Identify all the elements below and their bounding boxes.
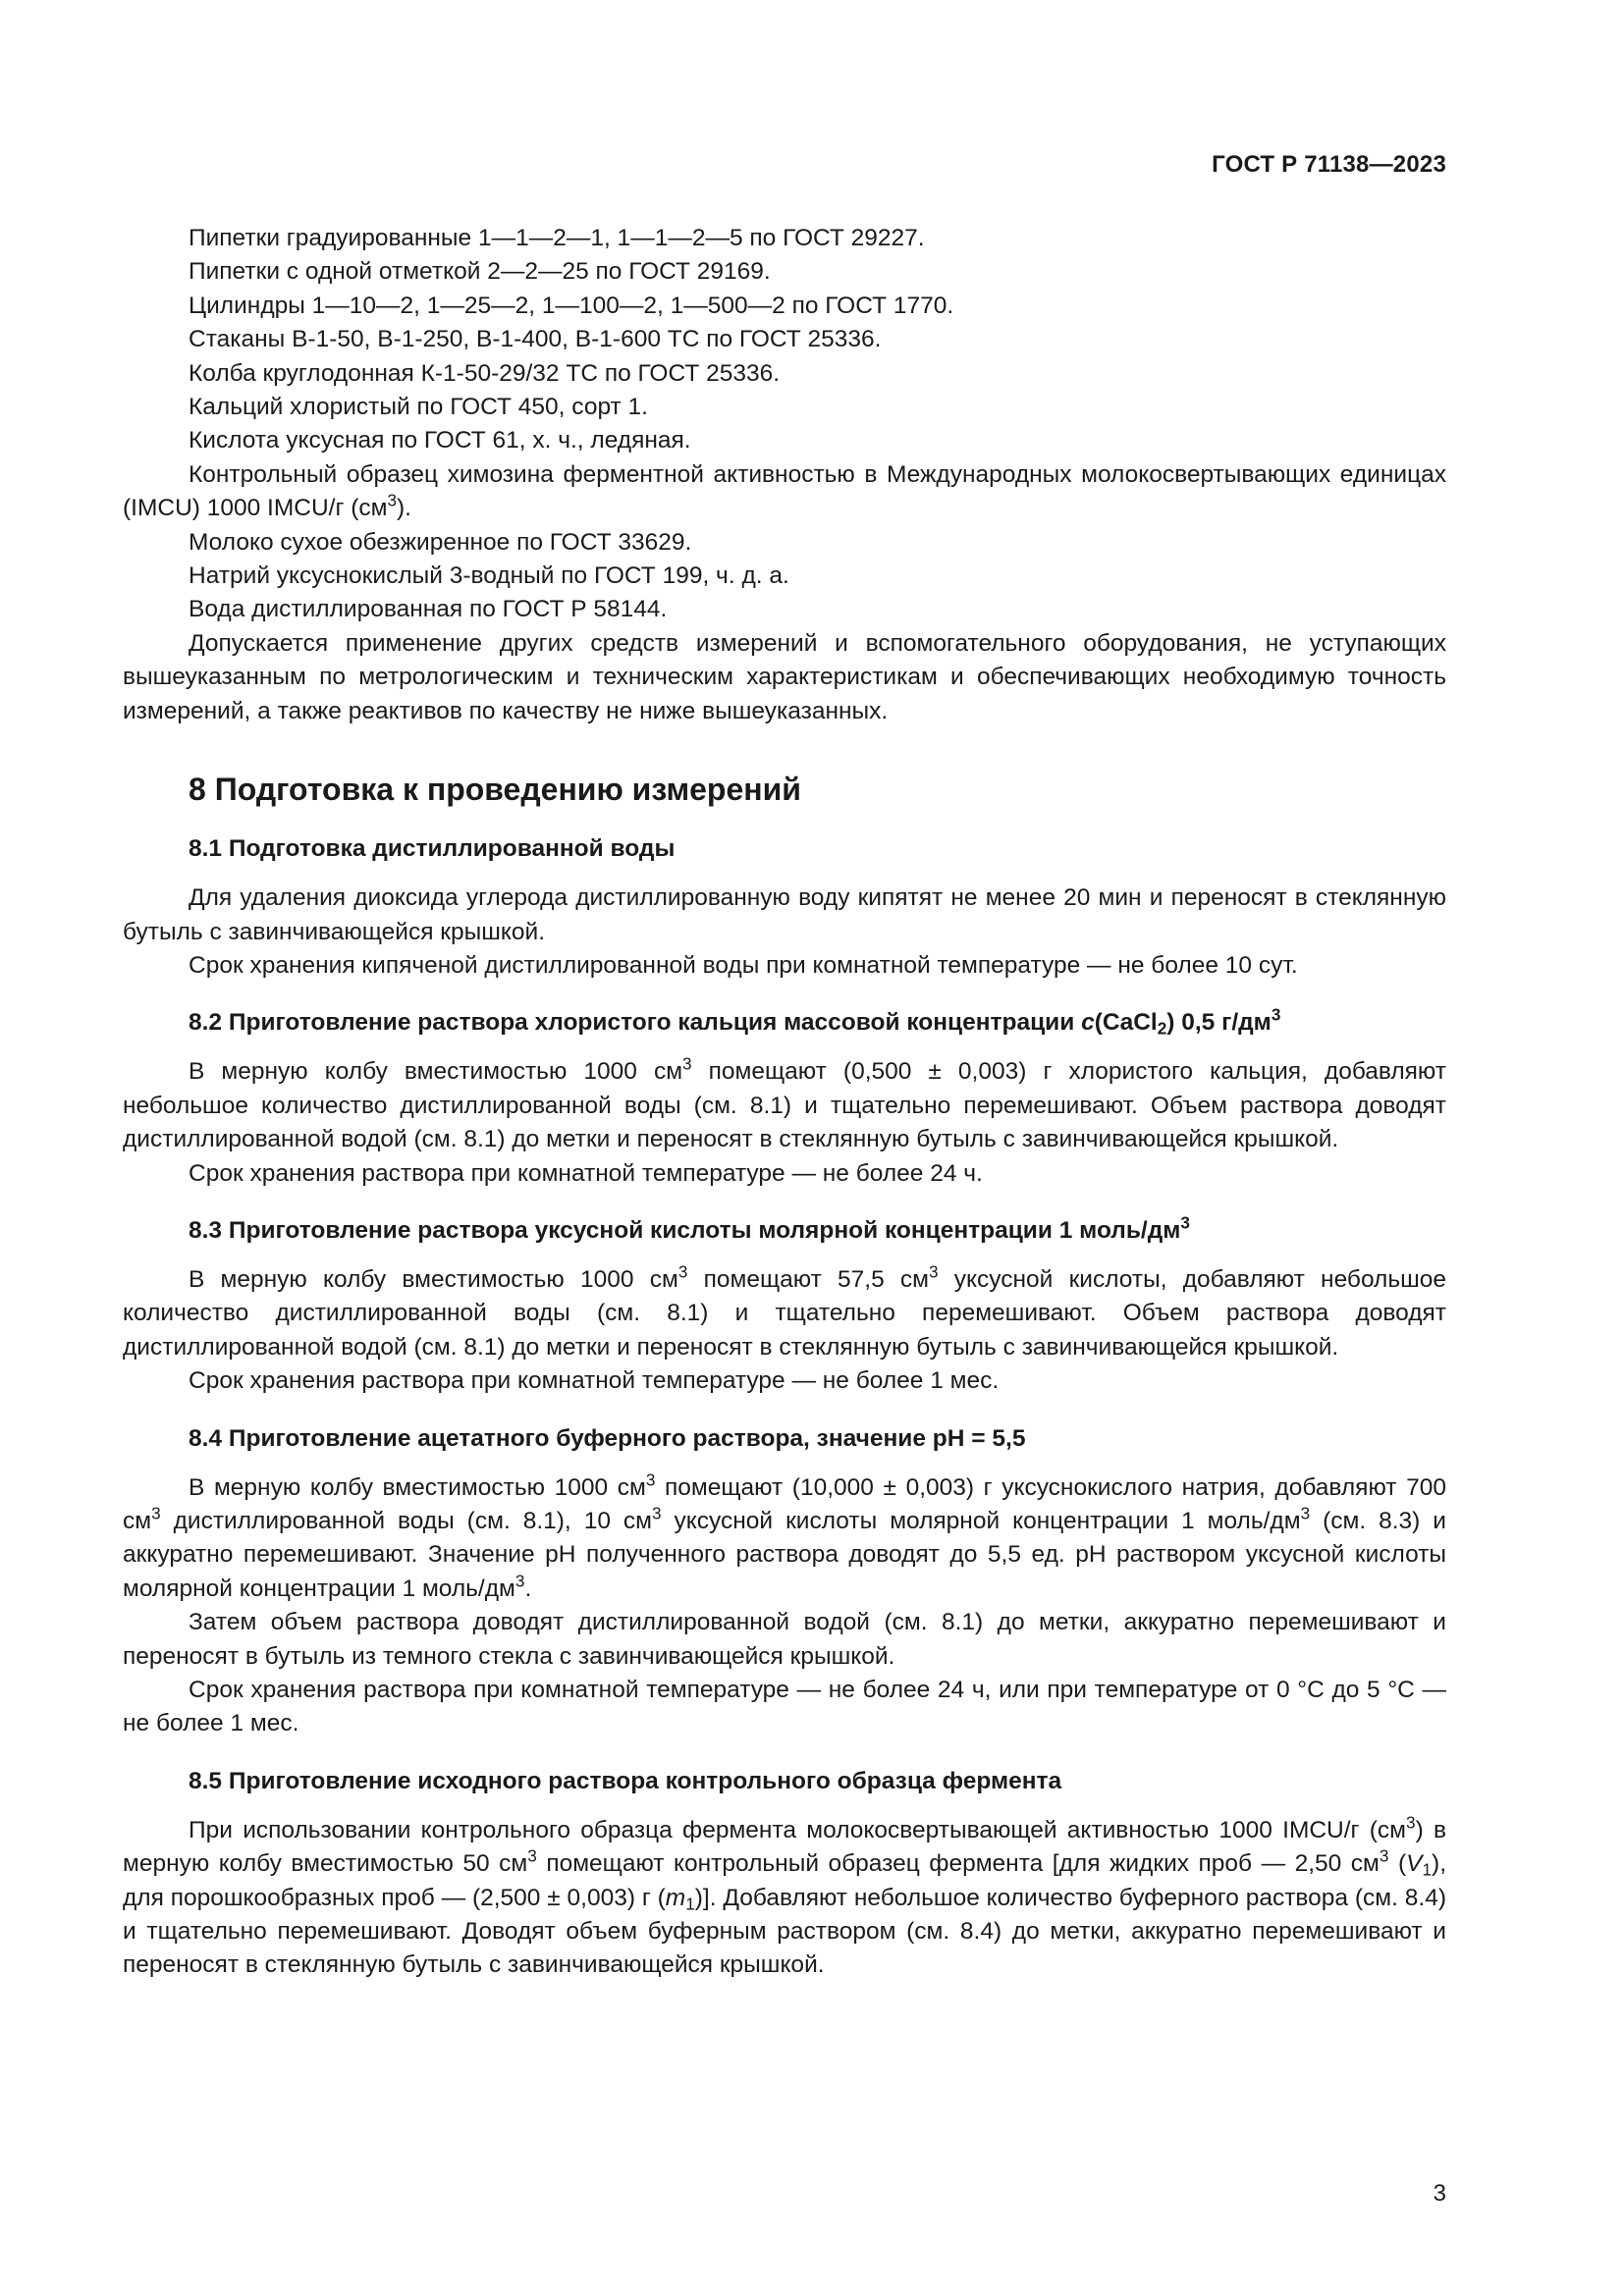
text: В мерную колбу вместимостью 1000 см	[189, 1058, 683, 1086]
subsection-title-8-2	[189, 1006, 1446, 1040]
list-item: Пипетки с одной отметкой 2—2—25 по ГОСТ 29169.	[189, 258, 771, 286]
list-item: Натрий уксуснокислый 3-водный по ГОСТ 199, ч. д. а.	[189, 562, 789, 590]
paragraph: Для удаления диоксида углерода дистиллированную воду кипятят не менее 20 мин и переносят в стеклянную бутыль с завинчивающейся крышкой.	[123, 884, 1446, 945]
paragraph: Затем объем раствора доводят дистиллированной водой (см. 8.1) до метки, аккуратно перемешивают и переносят в бутыль из темного стекла с завинчивающейся крышкой.	[123, 1609, 1446, 1670]
text: В мерную колбу вместимостью 1000 см	[189, 1473, 646, 1501]
paragraph: Срок хранения раствора при комнатной температуре — не более 24 ч.	[189, 1159, 983, 1187]
paragraph	[123, 1055, 1446, 1156]
list-item-text: ).	[397, 495, 411, 522]
superscript: 3	[1180, 1212, 1190, 1233]
paragraph	[123, 1471, 1446, 1607]
text: (см. 8.3) и аккуратно перемешивают. Значение рН полученного раствора доводят до 5,5 ед. рН раствором уксусной кислоты молярной концентрации 1 моль/дм	[123, 1507, 1446, 1602]
superscript: 3	[677, 1261, 688, 1282]
superscript: 3	[645, 1469, 656, 1490]
text: ), для порошкообразных проб — (2,500 ± 0,003) г (	[123, 1850, 1446, 1911]
variable-italic: m	[665, 1884, 686, 1911]
list-item: Кальций хлористый по ГОСТ 450, сорт 1.	[189, 394, 648, 421]
text: В мерную колбу вместимостью 1000 см	[189, 1265, 678, 1293]
superscript: 3	[929, 1261, 939, 1282]
list-item: Стаканы В-1-50, В-1-250, В-1-400, В-1-600 ТС по ГОСТ 25336.	[189, 326, 882, 353]
text: )]. Добавляют небольшое количество буферного раствора (см. 8.4) и тщательно перемешивают. Доводят объем буферным раствором (см. 8.4) до метки, аккуратно перемешивают и переносят в стеклянную бутыль с завинчивающейся крышкой.	[123, 1884, 1446, 1979]
subsection-title-8-1: 8.1 Подготовка дистиллированной воды	[189, 835, 676, 863]
list-item: Кислота уксусная по ГОСТ 61, х. ч., ледяная.	[189, 427, 691, 454]
list-item	[123, 458, 1446, 526]
text: помещают контрольный образец фермента [для жидких проб — 2,50 см	[536, 1850, 1380, 1878]
title-italic: c	[1081, 1009, 1095, 1037]
superscript: 3	[1300, 1503, 1311, 1523]
subsection-title-8-5: 8.5 Приготовление исходного раствора контрольного образца фермента	[189, 1767, 1062, 1794]
list-item: Допускается применение других средств измерений и вспомогательного оборудования, не уступающих вышеуказанным по метрологическим и техническим характеристикам и обеспечивающих необходимую точность измерений, а также реактивов по качеству не ниже вышеуказанных.	[123, 629, 1446, 724]
superscript: 3	[387, 490, 397, 510]
variable-italic: V	[1406, 1850, 1423, 1878]
title-text: (CaCl	[1094, 1009, 1158, 1037]
superscript: 3	[1379, 1845, 1389, 1866]
subsection-title-8-4: 8.4 Приготовление ацетатного буферного раствора, значение рН = 5,5	[189, 1424, 1026, 1452]
text: (	[1388, 1850, 1407, 1878]
subscript: 1	[1422, 1859, 1433, 1880]
title-text: 8.2 Приготовление раствора хлористого кальция массовой концентрации	[189, 1009, 1082, 1037]
list-item-text: Контрольный образец химозина ферментной активностью в Международных молокосвертывающих единицах (IMCU) 1000 IMCU/г (см	[123, 460, 1446, 522]
list-item: Молоко сухое обезжиренное по ГОСТ 33629.	[189, 528, 692, 556]
list-item: Колба круглодонная К-1-50-29/32 ТС по ГОСТ 25336.	[189, 359, 781, 387]
title-text: 8.3 Приготовление раствора уксусной кислоты молярной концентрации 1 моль/дм	[189, 1216, 1181, 1244]
subscript: 2	[1157, 1018, 1167, 1039]
paragraph	[123, 1814, 1446, 1983]
superscript: 3	[514, 1571, 525, 1591]
section-title: 8 Подготовка к проведению измерений	[189, 772, 801, 808]
page-number: 3	[1433, 2180, 1446, 2207]
paragraph: Срок хранения кипяченой дистиллированной воды при комнатной температуре — не более 10 сут.	[189, 951, 1298, 979]
list-item: Цилиндры 1—10—2, 1—25—2, 1—100—2, 1—500—2 по ГОСТ 1770.	[189, 292, 954, 319]
equipment-list	[123, 222, 1446, 728]
superscript: 3	[652, 1503, 662, 1523]
title-text: ) 0,5 г/дм	[1166, 1009, 1272, 1037]
list-item: Вода дистиллированная по ГОСТ Р 58144.	[189, 596, 668, 623]
text: уксусной кислоты, добавляют небольшое количество дистиллированной воды (см. 8.1) и тщательно перемешивают. Объем раствора доводят дистиллированной водой (см. 8.1) до метки и переносят в стеклянную бутыль с завинчивающейся крышкой.	[123, 1265, 1447, 1361]
paragraph: Срок хранения раствора при комнатной температуре — не более 24 ч, или при температуре от 0 °C до 5 °C — не более 1 мес.	[123, 1677, 1446, 1737]
text: помещают (10,000 ± 0,003) г уксуснокислого натрия, добавляют 700 см	[123, 1473, 1446, 1534]
text: ) в мерную колбу вместимостью 50 см	[123, 1816, 1447, 1878]
superscript: 3	[1406, 1812, 1416, 1833]
text: уксусной кислоты молярной концентрации 1 моль/дм	[661, 1507, 1301, 1534]
document-body	[123, 222, 1446, 1983]
superscript: 3	[527, 1845, 537, 1866]
superscript: 3	[1271, 1004, 1281, 1025]
superscript: 3	[682, 1053, 692, 1074]
list-item: Пипетки градуированные 1—1—2—1, 1—1—2—5 по ГОСТ 29227.	[189, 225, 925, 251]
text: дистиллированной воды (см. 8.1), 10 см	[160, 1507, 653, 1534]
paragraph: Срок хранения раствора при комнатной температуре — не более 1 мес.	[189, 1367, 1000, 1395]
document-code-header: ГОСТ Р 71138—2023	[1212, 151, 1446, 178]
superscript: 3	[151, 1503, 161, 1523]
text: При использовании контрольного образца фермента молокосвертывающей активностью 1000 IMCU/г (см	[189, 1816, 1407, 1843]
subscript: 1	[685, 1893, 695, 1913]
subsection-title-8-3	[189, 1214, 1446, 1248]
text: .	[524, 1575, 532, 1602]
paragraph	[123, 1263, 1446, 1364]
text: помещают 57,5 см	[687, 1265, 930, 1293]
text: помещают (0,500 ± 0,003) г хлористого кальция, добавляют небольшое количество дистиллированной воды (см. 8.1) и тщательно перемешивают. Объем раствора доводят дистиллированной водой (см. 8.1) до метки и переносят в стеклянную бутыль с завинчивающейся крышкой.	[123, 1058, 1446, 1153]
